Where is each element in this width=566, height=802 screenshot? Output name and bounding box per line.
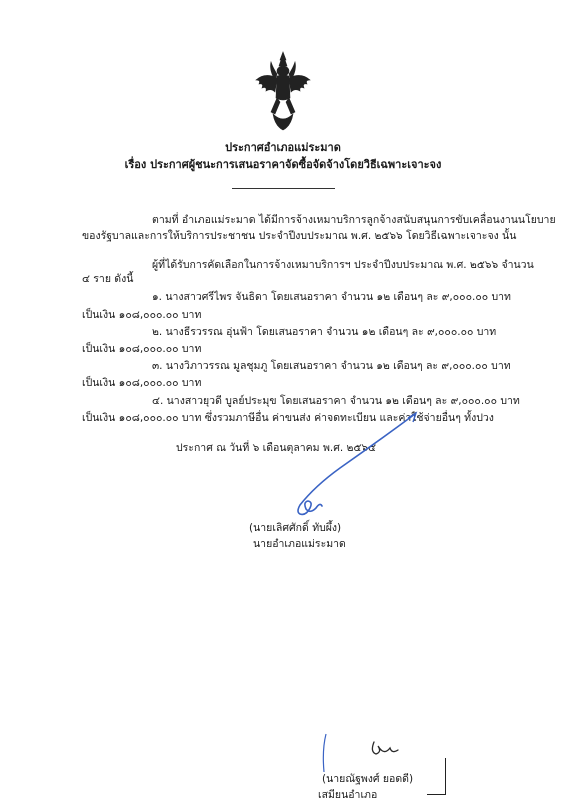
para1-line1: ตามที่ อำเภอแม่ระมาด ได้มีการจ้างเหมาบริการลูกจ้างสนับสนุนการขับเคลื่อนงานนโยบาย [152, 214, 556, 226]
footer-name: (นายณัฐพงศ์ ยอดดี) [322, 773, 414, 785]
list-item-4-line1: ๔. นางสาวยุวดี บูลย์ประมุข โดยเสนอราคา จำนวน ๑๒ เดือนๆ ละ ๙,๐๐๐.๐๐ บาท [152, 395, 520, 407]
signature-mark [270, 410, 430, 525]
list-item-3-line1: ๓. นางวิภาวรรณ มูลชุมภู โดยเสนอราคา จำนวน ๑๒ เดือนๆ ละ ๙,๐๐๐.๐๐ บาท [152, 360, 511, 372]
announcement-org: ประกาศอำเภอแม่ระมาด [225, 141, 341, 154]
list-item-1-line2: เป็นเงิน ๑๐๘,๐๐๐.๐๐ บาท [82, 309, 202, 321]
list-item-1-line1: ๑. นางสาวศรีไพร จันธิดา โดยเสนอราคา จำนวน ๑๒ เดือนๆ ละ ๙,๐๐๐.๐๐ บาท [152, 291, 511, 303]
footer-bracket-mark [427, 758, 446, 795]
para2-line1: ผู้ที่ได้รับการคัดเลือกในการจ้างเหมาบริการฯ ประจำปีงบประมาณ พ.ศ. ๒๕๖๖ จำนวน [152, 259, 534, 271]
garuda-emblem-icon [253, 50, 313, 132]
signatory-name: (นายเลิศศักดิ์ ทับผึ้ง) [249, 522, 342, 534]
announcement-subject: เรื่อง ประกาศผู้ชนะการเสนอราคาจัดซื้อจัดจ้างโดยวิธีเฉพาะเจาะจง [124, 158, 442, 171]
divider-line [232, 188, 335, 189]
signatory-position: นายอำเภอแม่ระมาด [253, 538, 346, 550]
para1-line2: ของรัฐบาลและการให้บริการประชาชน ประจำปีงบประมาณ พ.ศ. ๒๕๖๖ โดยวิธีเฉพาะเจาะจง นั้น [82, 230, 517, 242]
list-item-2-line1: ๒. นางธีรวรรณ อุ่นฟ้า โดยเสนอราคา จำนวน ๑๒ เดือนๆ ละ ๙,๐๐๐.๐๐ บาท [152, 326, 497, 338]
list-item-3-line2: เป็นเงิน ๑๐๘,๐๐๐.๐๐ บาท [82, 377, 202, 389]
footer-position: เสมียนอำเภอ [318, 789, 378, 801]
list-item-2-line2: เป็นเงิน ๑๐๘,๐๐๐.๐๐ บาท [82, 343, 202, 355]
para2-line2: ๔ ราย ดังนี้ [82, 273, 134, 285]
announcement-date: ประกาศ ณ วันที่ ๖ เดือนตุลาคม พ.ศ. ๒๕๖๕ [176, 442, 377, 454]
list-item-4-line2: เป็นเงิน ๑๐๘,๐๐๐.๐๐ บาท ซึ่งรวมภาษีอื่น ค่าขนส่ง ค่าจดทะเบียน และค่าใช้จ่ายอื่นๆ ทั้งปวง [82, 412, 494, 424]
